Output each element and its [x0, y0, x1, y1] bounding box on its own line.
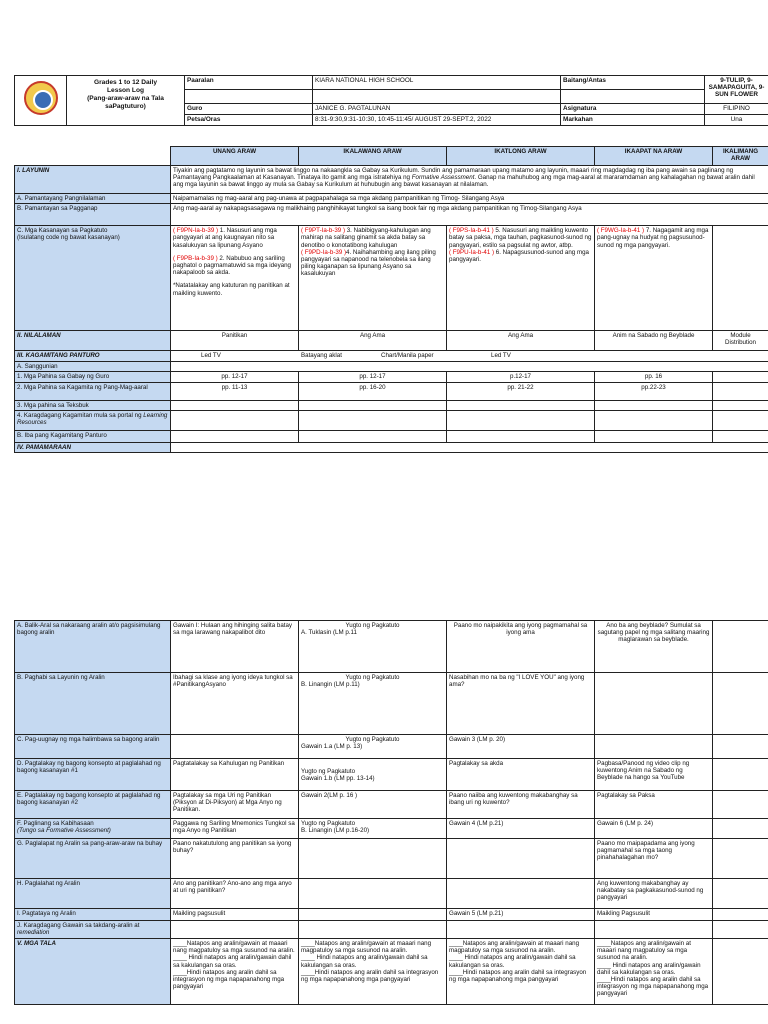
nilalaman-day2: Ang Ama [299, 331, 447, 351]
day-header-4: IKAAPAT NA ARAW [595, 147, 713, 166]
lesson-log-procedure-table: A. Balik-Aral sa nakaraang aralin at/o pagsisimulang bagong aralin Gawain I: Hulaan ang hihinging salita batay sa mga larawang nakapalibot dito Yugto ng Pagkatuto A. Tuklasin (LM p.11 Paano mo naipakikita ang iyong pagmamahal sa iyong ama Ano ba ang beyblade? Sumulat sa sagutang papel ng mga salitang maaring maglarawan sa beyblade. B. Paghabi sa Layunin ng Aralin Ibahagi sa klase ang iyong ideya tungkol sa #PanitikangAsyano Yugto ng Pagkatuto B. Linangin (LM p.11) Nasabihan mo na ba ng "I LOVE YOU" ang iyong ama? C. Pag-uugnay ng mga halimbawa sa bagong aralin Yugto ng Pagkatuto Gawain 1.a (LM p. 13) Gawain 3 (LM p. 20) D. Pagtalakay ng bagong konsepto at paglalahad ng bagong kasanayan #1 Pagtatalakay sa Kahulugan ng Panitikan Yugto ng Pagkatuto Gawain 1.b (LM pp. 13-14) Pagtalakay sa akda Pagbasa/Panood ng video clip ng kuwentong Anim na Sabado ng Beyblade na hango sa YouTube E. Pagtalakay ng bagong konsepto at paglalahad ng bagong kasanayan #2 Pagtalakay sa mga Uri ng Panitikan (Piksyon at Di-Piksyon) at Mga Anyo ng Panitikan. Gawain 2(LM p. 16 ) Paano naiiba ang kuwentong makabanghay sa ibang uri ng kuwento? Pagtalakay sa Paksa F. Paglinang sa Kabihasaan (Tungo sa Formative Assessment) Paggawa ng Sariling Mnemonics Tungkol sa mga Anyo ng Panitikan Yugto ng Pagkatuto B. Linangin (LM p.16-20) Gawain 4 (LM p.21) Gawain 6 (LM p. 24) G. Paglalapat ng Aralin sa pang-araw-araw na buhay Paano nakatutulong ang panitikan sa iyong buhay? Paano mo maipapadama ang iyong pagmamahal sa mga taong pinahahalagahan mo? H. Paglalahat ng Aralin Ano ang panitikan? Ano-ano ang mga anyo at uri ng panitikan? Ang kuwentong makabanghay ay nakabatay sa pagkakasunod-sunod ng pangyayari I. Pagtataya ng Aralin Maikling pagsusulit Gawain 5 (LM p.21) Maikling Pagsusulit J. Karagdagang Gawain sa takdang-aralin at remediation V. MGA TALA ____Natapos ang aralin/gawain at maaari nang magpatuloy sa mga susunod na aralin. ____ Hindi natapos ang aralin/gawain dahil sa kakulangan sa oras. ____Hindi natapos ang aralin dahil sa integrasyon ng mga napapanahong mga pangyayari ____Natapos ang aralin/gawain at maaari nang magpatuloy sa mga susunod na aralin. ____ Hindi natapos ang aralin/gawain dahil sa kakulangan sa oras. ____Hindi natapos ang aralin dahil sa integrasyon ng mga napapanahong mga pangyayari ____Natapos ang aralin/gawain at maaari nang magpatuloy sa mga susunod na aralin. ____ Hindi natapos ang aralin/gawain dahil sa kakulangan sa oras. ____Hindi natapos ang aralin dahil sa integrasyon ng mga napapanahong mga pangyayari ____Natapos ang aralin/gawain at maaari nang magpatuloy sa mga susunod na aralin. ____ Hindi natapos ang aralin/gawain dahil sa kakulangan sa oras. ____Hindi natapos ang aralin dahil sa integrasyon ng mga napapanahong mga pangyayari [14, 620, 768, 1005]
sanggunian-label: A. Sanggunian [15, 362, 171, 372]
karagdagang-label: 4. Karagdagang Kagamitan mula sa portal ng Learning Resources [15, 410, 171, 430]
lesson-log-main-table: UNANG ARAW IKALAWANG ARAW IKATLONG ARAW IKAAPAT NA ARAW IKALIMANG ARAW I. LAYUNIN Tiyakin ang pagtatamo ng layunin sa bawat linggo na nakaangkla sa Gabay sa Kurikulum. Sundin ang pamamaraan upang matamo ang layunin, maaari ring magdagdag ng iba pang awain sa paglinang ng Pamantayang Pangkaalaman at Kasanayan. Tinataya ito gamit ang mga istratehiya ng Formative Assessment. Ganap na mahuhubog ang mga mag-aaral at mararamdaman ang kahalagahan ng bawat aralin dahil ang mga layunin sa bawat linggo ay mula sa Gabay sa Kurikulum at huhubugin ang bawat kasanayan at nilalaman. A. Pamantayang Pangnilalaman Naipamamalas ng mag-aaral ang pag-unawa at pagpapahalaga sa mga akdang pampanitikan ng Timog- Silangang Asya B. Pamantayan sa Pagganap Ang mag-aaral ay nakapagsasagawa ng malikhaing panghihikayat tungkol sa isang book fair ng mga akdang pampanitikan ng Timog-Silangang Asya C. Mga Kasanayan sa Pagkatuto (Isulatang code ng bawat kasanayan) ( F9PN-Ia-b-39 ) 1. Nasusuri ang mga pangyayari at ang kaugnayan nito sa kasalukuyan sa lipunang Asyano ( F9PB-Ia-b-39 ) 2. Nabubuo ang sariling paghatol o pagmamatuwid sa mga ideyang nakapaloob sa akda. *Natatalakay ang katuturan ng panitikan at maikling kuwento. ( F9PT-Ia-b-39 ) 3. Nabibigyang-kahulugan ang mahirap na salitang ginamit sa akda batay sa denotibo o konotatibong kahulugan ( F9PD-Ia-b-39 )4. Naihahambing ang ilang piling pangyayari sa napanood na telenobela sa ilang piling kaganapan sa lipunang Asyano sa kasalukuyan ( F9PS-Ia-b-41 ) 5. Nasusuri ang maikling kuwento batay sa paksa, mga tauhan, pagkasunod-sunod ng pangyayari, estilo sa pagsulat ng awtor, atbp. ( F9PU-Ia-b-41 ) 6. Napagsusunod-sunod ang mga pangyayari. ( F9WG-Ia-b-41 ) 7. Nagagamit ang mga pang-ugnay na hudyat ng pagsusunod-sunod ng mga pangyayari. II. NILALAMAN Panitikan Ang Ama Ang Ama Anim na Sabado ng Beyblade Module Distribution III. KAGAMITANG PANTURO Led TV Batayang aklat Chart/Manila paper Led TV A. Sanggunian 1. Mga Pahina sa Gabay ng Guro pp. 12-17 pp. 12-17 p.12-17 pp. 16 2. Mga Pahina sa Kagamita ng Pang-Mag-aaral pp. 11-13 pp. 16-20 pp. 21-22 pp.22-23 3. Mga pahina sa Teksbuk 4. Karagdagang Kagamitan mula sa portal ng Learning Resources B. Iba pang Kagamitang Panturo IV. PAMAMARAAN [14, 146, 768, 453]
petsa-label: Petsa/Oras [185, 115, 313, 126]
kagamitan-row: Led TV Batayang aklat Chart/Manila paper Led TV [171, 351, 768, 362]
tala-day2: ____Natapos ang aralin/gawain at maaari nang magpatuloy sa mga susunod na aralin. ____ Hindi natapos ang aralin/gawain dahil sa kakulangan sa oras. ____Hindi natapos ang aralin dahil sa integrasyon ng mga napapanahong mga pangyayari [299, 939, 447, 1005]
kagamitan-label: III. KAGAMITANG PANTURO [15, 351, 171, 362]
nilalaman-day5: Module Distribution [713, 331, 768, 351]
baitang-value: 9-TULIP, 9-SAMAPAGUITA, 9-SUN FLOWER [705, 76, 768, 104]
day-header-2: IKALAWANG ARAW [299, 147, 447, 166]
markahan-label: Markahan [561, 115, 705, 126]
paglalapat-label: G. Paglalapat ng Aralin sa pang-araw-araw na buhay [15, 839, 171, 879]
deped-seal-icon [24, 81, 58, 115]
pagtataya-label: I. Pagtataya ng Aralin [15, 909, 171, 921]
baitang-label: Baitang/Antas [561, 76, 705, 90]
asignatura-value: FILIPINO [705, 104, 768, 115]
pagtalakay-2-label: E. Pagtalakay ng bagong konsepto at paglalahad ng bagong kasanayan #2 [15, 791, 171, 819]
gabay-label: 1. Mga Pahina sa Gabay ng Guro [15, 372, 171, 382]
karagdagang-gawain-label: J. Karagdagang Gawain sa takdang-aralin at remediation [15, 921, 171, 939]
balik-aral-label: A. Balik-Aral sa nakaraang aralin at/o pagsisimulang bagong aralin [15, 621, 171, 673]
guro-value: JANICE G. PAGTALUNAN [313, 104, 561, 115]
nilalaman-day1: Panitikan [171, 331, 299, 351]
asignatura-label: Asignatura [561, 104, 705, 115]
kasanayan-day3: ( F9PS-Ia-b-41 ) 5. Nasusuri ang maikling kuwento batay sa paksa, mga tauhan, pagkasunod-sunod ng pangyayari, estilo sa pagsulat ng awtor, atbp. ( F9PU-Ia-b-41 ) 6. Napagsusunod-sunod ang mga pangyayari. [447, 226, 595, 331]
layunin-label: I. LAYUNIN [15, 166, 171, 194]
day-header-5: IKALIMANG ARAW [713, 147, 768, 166]
tala-day3: ____Natapos ang aralin/gawain at maaari nang magpatuloy sa mga susunod na aralin. ____ Hindi natapos ang aralin/gawain dahil sa kakulangan sa oras. ____Hindi natapos ang aralin dahil sa integrasyon ng mga napapanahong mga pangyayari [447, 939, 595, 1005]
tala-day4: ____Natapos ang aralin/gawain at maaari nang magpatuloy sa mga susunod na aralin. ____ Hindi natapos ang aralin/gawain dahil sa kakulangan sa oras. ____Hindi natapos ang aralin dahil sa integrasyon ng mga napapanahong mga pangyayari [595, 939, 713, 1005]
nilalaman-day3: Ang Ama [447, 331, 595, 351]
pamamaraan-label: IV. PAMAMARAAN [15, 442, 171, 452]
paglalahat-label: H. Paglalahat ng Aralin [15, 879, 171, 909]
form-title: Grades 1 to 12 Daily Lesson Log (Pang-araw-araw na Tala saPagtuturo) [67, 76, 185, 126]
pagganap-label: B. Pamantayan sa Pagganap [15, 204, 171, 226]
nilalaman-label: II. NILALAMAN [15, 331, 171, 351]
guro-label: Guro [185, 104, 313, 115]
paglinang-label: F. Paglinang sa Kabihasaan (Tungo sa Formative Assessment) [15, 819, 171, 839]
kasanayan-day4: ( F9WG-Ia-b-41 ) 7. Nagagamit ang mga pang-ugnay na hudyat ng pagsusunod-sunod ng mga pangyayari. [595, 226, 713, 331]
petsa-value: 8:31-9:30,9:31-10:30, 10:45-11:45/ AUGUST 29-SEPT.2, 2022 [313, 115, 561, 126]
lesson-log-header-table [14, 75, 768, 126]
kagamitan-mag-label: 2. Mga Pahina sa Kagamita ng Pang-Mag-aaral [15, 382, 171, 400]
markahan-value: Una [705, 115, 768, 126]
kasanayan-day5 [713, 226, 768, 331]
day-header-1: UNANG ARAW [171, 147, 299, 166]
mga-tala-label: V. MGA TALA [15, 939, 171, 1005]
kasanayan-label: C. Mga Kasanayan sa Pagkatuto (Isulatang code ng bawat kasanayan) [15, 226, 171, 331]
paghabi-label: B. Paghabi sa Layunin ng Aralin [15, 673, 171, 735]
pag-uugnay-label: C. Pag-uugnay ng mga halimbawa sa bagong aralin [15, 735, 171, 759]
school-seal-cell [15, 76, 67, 126]
paaralan-label: Paaralan [185, 76, 313, 90]
iba-pang-label: B. Iba pang Kagamitang Panturo [15, 430, 171, 442]
pangnilalaman-label: A. Pamantayang Pangnilalaman [15, 194, 171, 204]
teksbuk-label: 3. Mga pahina sa Teksbuk [15, 400, 171, 410]
day-header-3: IKATLONG ARAW [447, 147, 595, 166]
pagganap-text: Ang mag-aaral ay nakapagsasagawa ng malikhaing panghihikayat tungkol sa isang book fair ng mga akdang pampanitikan ng Timog-Silangang Asya [171, 204, 768, 226]
kasanayan-day2: ( F9PT-Ia-b-39 ) 3. Nabibigyang-kahulugan ang mahirap na salitang ginamit sa akda batay sa denotibo o konotatibong kahulugan ( F9PD-Ia-b-39 )4. Naihahambing ang ilang piling pangyayari sa napanood na telenobela sa ilang piling kaganapan sa lipunang Asyano sa kasalukuyan [299, 226, 447, 331]
kasanayan-day1: ( F9PN-Ia-b-39 ) 1. Nasusuri ang mga pangyayari at ang kaugnayan nito sa kasalukuyan sa lipunang Asyano ( F9PB-Ia-b-39 ) 2. Nabubuo ang sariling paghatol o pagmamatuwid sa mga ideyang nakapaloob sa akda. *Natatalakay ang katuturan ng panitikan at maikling kuwento. [171, 226, 299, 331]
nilalaman-day4: Anim na Sabado ng Beyblade [595, 331, 713, 351]
paaralan-value: KIARA NATIONAL HIGH SCHOOL [313, 76, 561, 90]
layunin-text: Tiyakin ang pagtatamo ng layunin sa bawat linggo na nakaangkla sa Gabay sa Kurikulum. Sundin ang pamamaraan upang matamo ang layunin, maaari ring magdagdag ng iba pang awain sa paglinang ng Pamantayang Pangkaalaman at Kasanayan. Tinataya ito gamit ang mga istratehiya ng Formative Assessment. Ganap na mahuhubog ang mga mag-aaral at mararamdaman ang kahalagahan ng bawat aralin dahil ang mga layunin sa bawat linggo ay mula sa Gabay sa Kurikulum at huhubugin ang bawat kasanayan at nilalaman. [171, 166, 768, 194]
pangnilalaman-text: Naipamamalas ng mag-aaral ang pag-unawa at pagpapahalaga sa mga akdang pampanitikan ng Timog- Silangang Asya [171, 194, 768, 204]
tala-day1: ____Natapos ang aralin/gawain at maaari nang magpatuloy sa mga susunod na aralin. ____ Hindi natapos ang aralin/gawain dahil sa kakulangan sa oras. ____Hindi natapos ang aralin dahil sa integrasyon ng mga napapanahong mga pangyayari [171, 939, 299, 1005]
pagtalakay-1-label: D. Pagtalakay ng bagong konsepto at paglalahad ng bagong kasanayan #1 [15, 759, 171, 791]
